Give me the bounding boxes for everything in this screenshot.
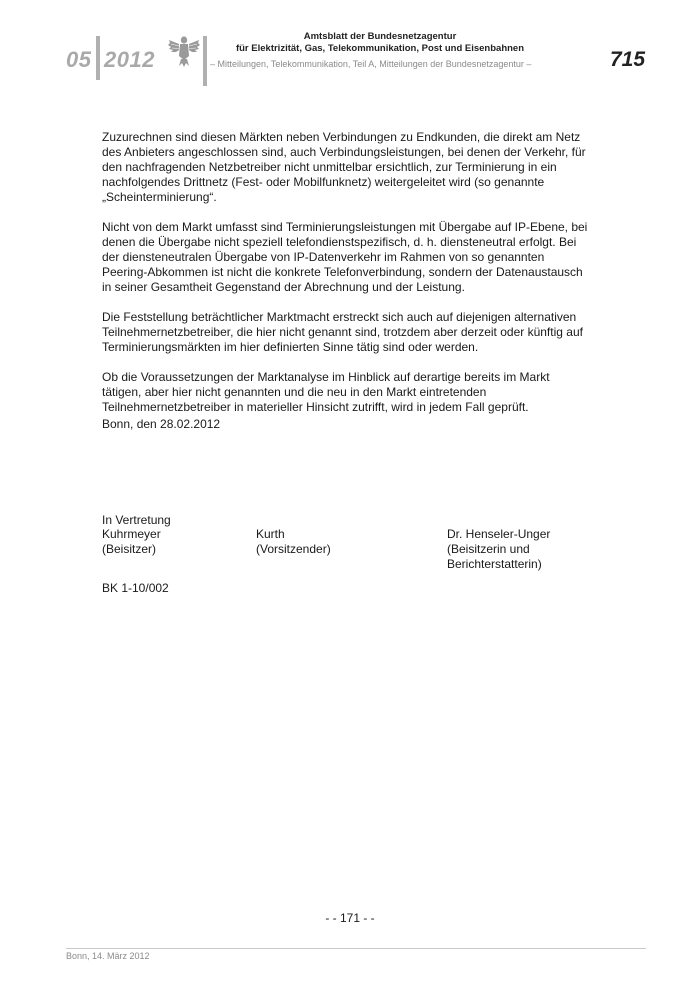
signature-prefix: In Vertretung	[102, 513, 171, 527]
signatory-role: (Vorsitzender)	[256, 542, 331, 556]
header-divider	[203, 36, 207, 86]
signatory	[447, 527, 550, 572]
signatory-name: Dr. Henseler-Unger	[447, 527, 551, 541]
signatory-role: (Beisitzerin und	[447, 542, 530, 556]
signatory	[102, 527, 161, 557]
signatory	[256, 527, 331, 557]
page-number: 715	[610, 48, 646, 71]
federal-eagle-icon	[168, 32, 200, 68]
section-line: – Mitteilungen, Telekommunikation, Teil A, Mitteilungen der Bundesnetzagentur –	[210, 59, 532, 69]
paragraph: Die Feststellung beträchtlicher Marktmacht erstreckt sich auch auf diejenigen alternativen Teilnehmernetzbetreiber, die hier nicht genannt sind, trotzdem aber derzeit oder künftig auf Terminierungsmärkten im hier definierten Sinne tätig sind oder werden.	[102, 310, 583, 354]
signatory-name: Kurth	[256, 527, 285, 541]
paragraph: Zuzurechnen sind diesen Märkten neben Verbindungen zu Endkunden, die direkt am Netz des Anbieters angeschlossen sind, auch Verbindungsleistungen, bei denen der Verkehr, für den nachfragenden Netzbetreiber nicht unmittelbar ersichtlich, zur Terminierung in ein nachfolgendes Drittnetz (Fest- oder Mobilfunknetz) weitergeleitet wird (so genannte „Scheinterminierung“.	[102, 130, 586, 204]
body-text	[102, 130, 590, 415]
header-divider	[96, 36, 100, 80]
internal-page-number: - - 171 - -	[325, 911, 375, 925]
signatory-role-continued: Berichterstatterin)	[447, 557, 542, 571]
publication-date: Bonn, 14. März 2012	[66, 951, 150, 961]
file-reference: BK 1-10/002	[102, 581, 169, 595]
paragraph: Nicht von dem Markt umfasst sind Terminierungsleistungen mit Übergabe auf IP-Ebene, bei denen die Übergabe nicht speziell telefondienstspezifisch, d. h. diensteneutral erfolgt. Bei der diensteneutralen Übergabe von IP-Datenverkehr im Rahmen von so genannten Peering-Abkommen ist nicht die konkrete Telefonverbindung, sondern der Datenaustausch in seiner Gesamtheit Gegenstand der Abrechnung und der Leistung.	[102, 220, 588, 294]
place-date: Bonn, den 28.02.2012	[102, 417, 221, 431]
signatory-name: Kuhrmeyer	[102, 527, 161, 541]
signatory-role: (Beisitzer)	[102, 542, 157, 556]
footer-divider	[66, 948, 646, 949]
publication-subtitle: für Elektrizität, Gas, Telekommunikation, Post und Eisenbahnen	[235, 43, 525, 54]
paragraph: Ob die Voraussetzungen der Marktanalyse im Hinblick auf derartige bereits im Markt tätigen, aber hier nicht genannten und die neu in den Markt eintretenden Teilnehmernetzbetreiber in materieller Hinsicht zutrifft, wird in jedem Fall geprüft.	[102, 370, 550, 414]
publication-title: Amtsblatt der Bundesnetzagentur	[303, 31, 457, 42]
issue-year: 2012	[104, 47, 155, 72]
issue-number: 05	[66, 47, 92, 72]
